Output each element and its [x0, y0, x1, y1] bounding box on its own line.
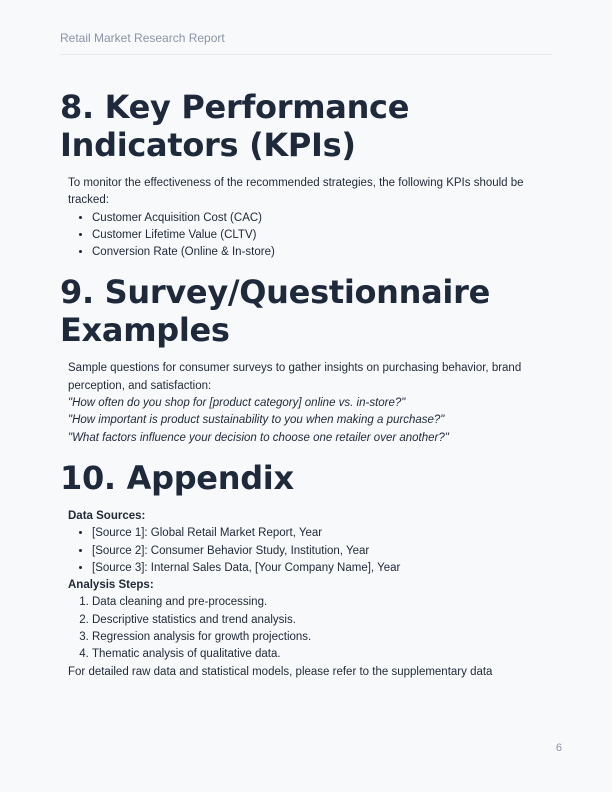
list-item: 3. Regression analysis for growth projections.	[92, 629, 550, 646]
list-item: • [Source 1]: Global Retail Market Report, Year	[92, 525, 550, 542]
list-item: 2. Descriptive statistics and trend analysis.	[92, 612, 550, 629]
survey-intro: Sample questions for consumer surveys to gather insights on purchasing behavior, brand perception, and satisfaction:	[68, 362, 522, 392]
list-item: • Customer Acquisition Cost (CAC)	[92, 210, 550, 227]
appendix-closing: For detailed raw data and statistical models, please refer to the supplementary data	[68, 665, 493, 678]
section-heading-survey: 9. Survey/Questionnaire Examples	[60, 273, 490, 350]
section-heading-appendix: 10. Appendix	[60, 458, 294, 497]
section-appendix	[60, 459, 550, 681]
section-body-appendix	[68, 508, 550, 681]
section-body-survey	[68, 360, 550, 446]
section-kpis	[60, 88, 550, 261]
survey-question: "What factors influence your decision to choose one retailer over another?"	[68, 431, 449, 444]
list-item: • [Source 2]: Consumer Behavior Study, Institution, Year	[92, 543, 550, 560]
analysis-steps-list	[68, 594, 550, 663]
page-content	[60, 88, 550, 693]
list-item: 1. Data cleaning and pre-processing.	[92, 594, 550, 611]
list-item: • Conversion Rate (Online & In-store)	[92, 244, 550, 261]
page-header	[60, 29, 552, 55]
kpis-list	[68, 210, 550, 262]
section-survey	[60, 273, 550, 446]
report-title: Retail Market Research Report	[60, 31, 225, 45]
survey-question: "How often do you shop for [product category] online vs. in-store?"	[68, 397, 406, 410]
kpis-intro: To monitor the effectiveness of the recommended strategies, the following KPIs should be tracked:	[68, 177, 524, 207]
data-sources-label: Data Sources:	[68, 509, 146, 522]
list-item: 4. Thematic analysis of qualitative data.	[92, 646, 550, 663]
list-item: • Customer Lifetime Value (CLTV)	[92, 227, 550, 244]
page-number: 6	[555, 742, 562, 754]
section-body-kpis	[68, 175, 550, 261]
survey-question: "How important is product sustainability to you when making a purchase?"	[68, 414, 445, 427]
data-sources-list	[68, 525, 550, 577]
analysis-steps-label: Analysis Steps:	[68, 579, 154, 592]
list-item: • [Source 3]: Internal Sales Data, [Your Company Name], Year	[92, 560, 550, 577]
section-heading-kpis: 8. Key Performance Indicators (KPIs)	[60, 88, 410, 164]
